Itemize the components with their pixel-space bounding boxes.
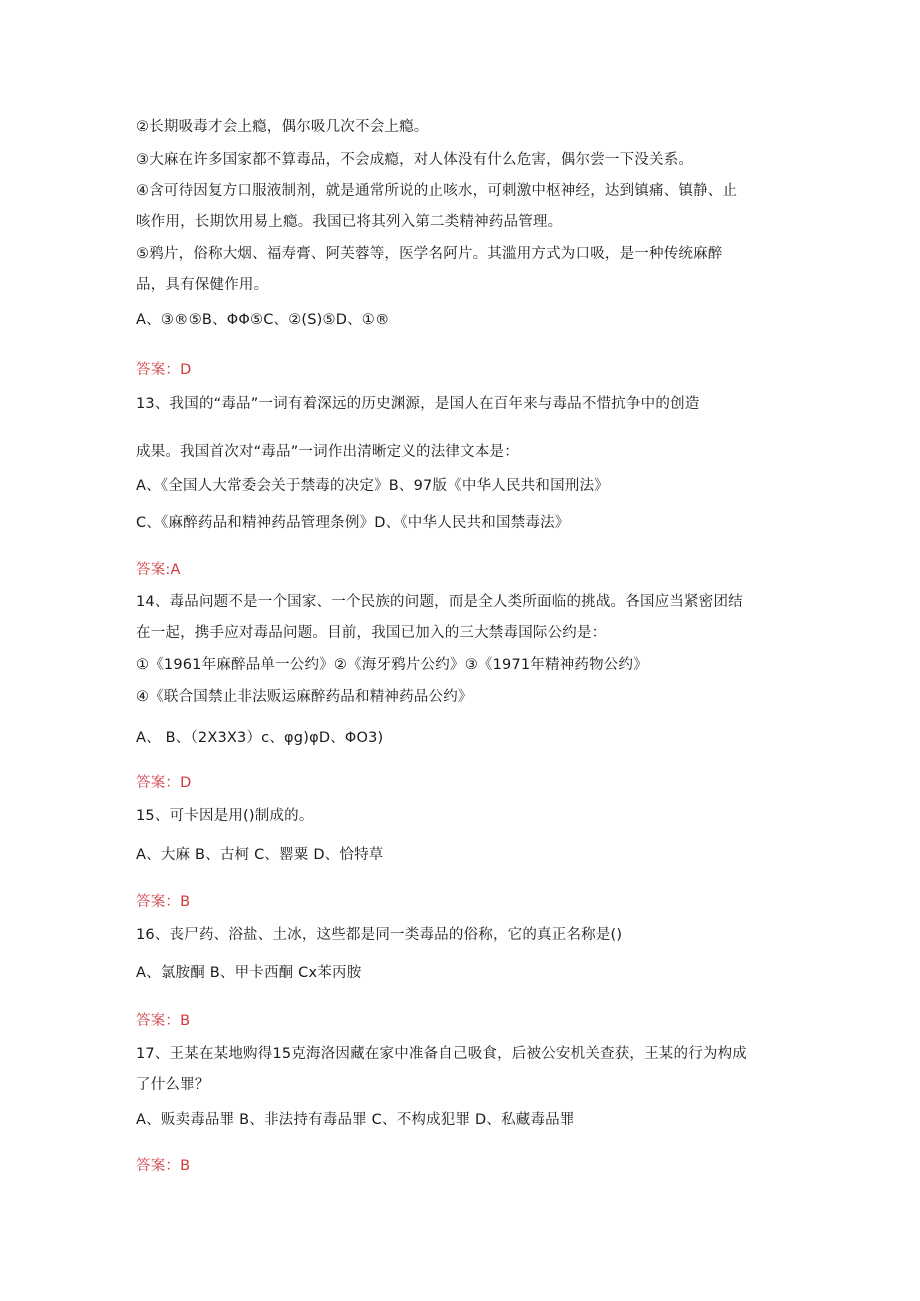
q16-options: A、氯胺酮 B、甲卡西酮 Cx苯丙胺 (136, 965, 362, 981)
q14-answer: 答案：D (136, 775, 192, 791)
q12-item-5-line2: 品，具有保健作用。 (136, 277, 269, 293)
q13-answer: 答案:A (136, 562, 181, 578)
q15-options: A、大麻 B、古柯 C、罂粟 D、恰特草 (136, 847, 384, 863)
q17-options: A、贩卖毒品罪 B、非法持有毒品罪 C、不构成犯罪 D、私藏毒品罪 (136, 1112, 575, 1128)
q15-stem: 15、可卡因是用()制成的。 (136, 808, 314, 824)
q14-items-line1: ①《1961年麻醉品单一公约》②《海牙鸦片公约》③《1971年精神药物公约》 (136, 657, 648, 673)
q16-answer: 答案：B (136, 1013, 191, 1029)
q13-options-line1: A、《全国人大常委会关于禁毒的决定》B、97版《中华人民共和国刑法》 (136, 478, 609, 494)
q13-options-line2: C、《麻醉药品和精神药品管理条例》D、《中华人民共和国禁毒法》 (136, 515, 570, 531)
q14-stem-line2: 在一起，携手应对毒品问题。目前，我国已加入的三大禁毒国际公约是： (136, 625, 607, 641)
q14-options: A、 B、（2X3X3）c、φg)φD、ΦO3) (136, 730, 384, 746)
q14-items-line2: ④《联合国禁止非法贩运麻醉药品和精神药品公约》 (136, 689, 473, 705)
q17-stem-line2: 了什么罪？ (136, 1077, 210, 1093)
q12-item-3: ③大麻在许多国家都不算毒品，不会成瘾，对人体没有什么危害，偶尔尝一下没关系。 (136, 152, 694, 168)
q13-stem-line1: 13、我国的“毒品”一词有着深远的历史渊源，是国人在百年来与毒品不惜抗争中的创造 (136, 396, 700, 412)
q17-stem-line1: 17、王某在某地购得15克海洛因藏在家中准备自己吸食，后被公安机关查获，王某的行为构成 (136, 1046, 747, 1062)
q12-item-4-line1: ④含可待因复方口服液制剂，就是通常所说的止咳水，可刺激中枢神经，达到镇痛、镇静、止 (136, 183, 738, 199)
q15-answer: 答案：B (136, 894, 191, 910)
q12-item-2: ②长期吸毒才会上瘾，偶尔吸几次不会上瘾。 (136, 119, 429, 135)
q12-options: A、③®⑤B、ΦΦ⑤C、②(S)⑤D、①® (136, 312, 390, 328)
q14-stem-line1: 14、毒品问题不是一个国家、一个民族的问题，而是全人类所面临的挑战。各国应当紧密团结 (136, 594, 743, 610)
q12-item-4-line2: 咳作用，长期饮用易上瘾。我国已将其列入第二类精神药品管理。 (136, 214, 563, 230)
q17-answer: 答案：B (136, 1158, 191, 1174)
q13-stem-line2: 成果。我国首次对“毒品”一词作出清晰定义的法律文本是： (136, 444, 519, 460)
q12-answer: 答案：D (136, 362, 192, 378)
q12-item-5-line1: ⑤鸦片，俗称大烟、福寿膏、阿芙蓉等，医学名阿片。其滥用方式为口吸，是一种传统麻醉 (136, 246, 723, 262)
q16-stem: 16、丧尸药、浴盐、土冰，这些都是同一类毒品的俗称，它的真正名称是() (136, 927, 623, 943)
